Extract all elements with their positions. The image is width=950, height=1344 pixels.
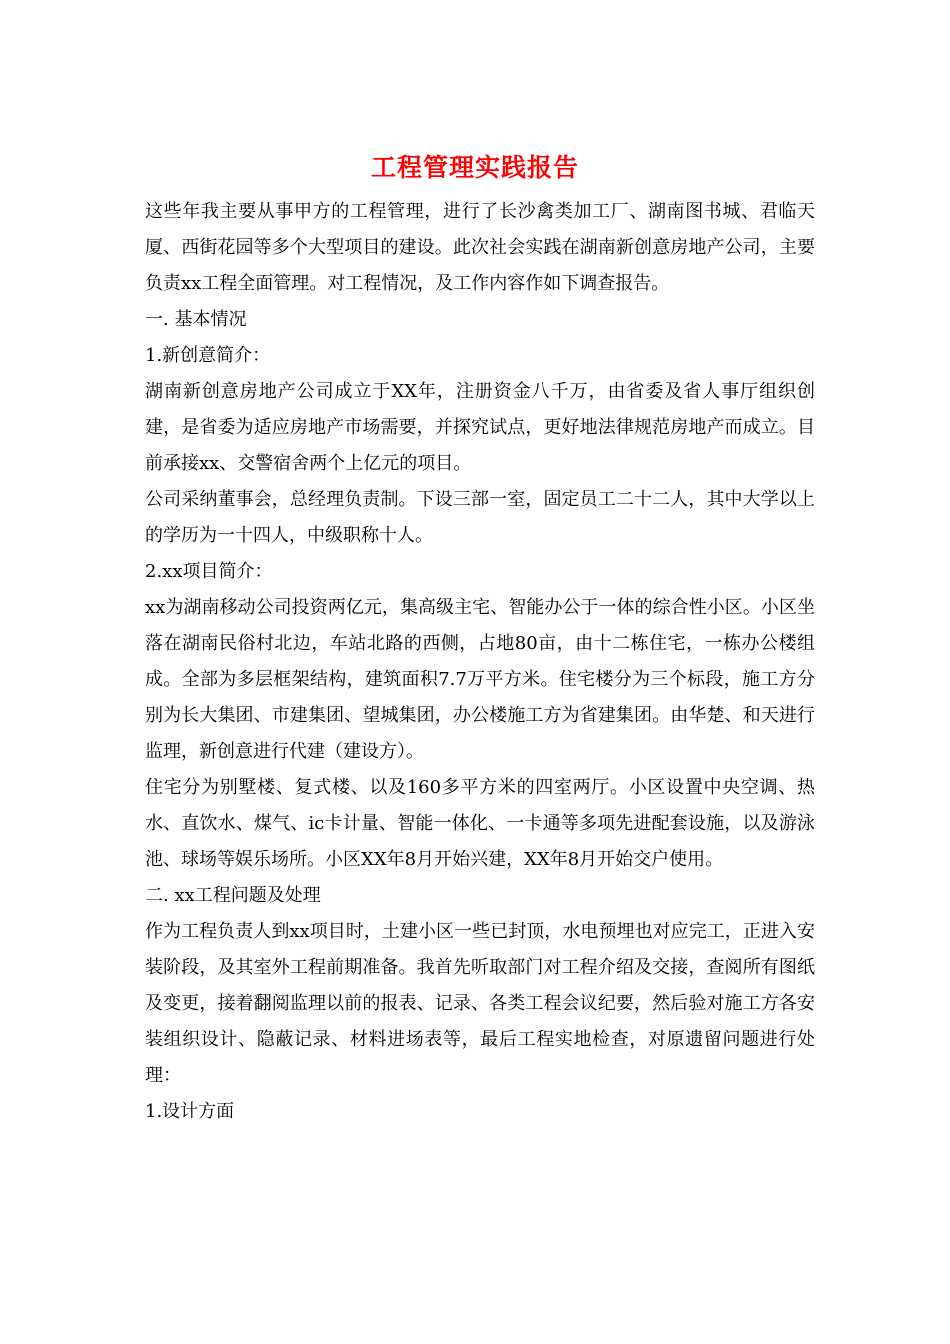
paragraph-company-founding: 湖南新创意房地产公司成立于XX年，注册资金八千万，由省委及省人事厅组织创建，是省委为适应房地产市场需要，并探究试点，更好地法律规范房地产而成立。目前承接xx、交警宿舍两个上亿元的项目。 xyxy=(145,381,815,474)
paragraph-intro: 这些年我主要从事甲方的工程管理，进行了长沙禽类加工厂、湖南图书城、君临天厦、西街花园等多个大型项目的建设。此次社会实践在湖南新创意房地产公司，主要负责xx工程全面管理。对工程情况，及工作内容作如下调查报告。 xyxy=(145,201,815,294)
subheading-project-intro: 2.xx项目简介： xyxy=(145,561,273,582)
document-body xyxy=(145,194,815,1130)
paragraph-issues-handling: 作为工程负责人到xx项目时，土建小区一些已封顶，水电预埋也对应完工，正进入安装阶段，及其室外工程前期准备。我首先听取部门对工程介绍及交接，查阅所有图纸及变更，接着翻阅监理以前的报表、记录、各类工程会议纪要，然后验对施工方各安装组织设计、隐蔽记录、材料进场表等，最后工程实地检查，对原遗留问题进行处理： xyxy=(145,921,815,1086)
section-heading-basic-info: 一. 基本情况 xyxy=(145,309,247,330)
subheading-design: 1.设计方面 xyxy=(145,1101,235,1122)
document-title: 工程管理实践报告 xyxy=(370,153,579,182)
paragraph-project-overview: xx为湖南移动公司投资两亿元，集高级主宅、智能办公于一体的综合性小区。小区坐落在湖南民俗村北边，车站北路的西侧，占地80亩，由十二栋住宅，一栋办公楼组成。全部为多层框架结构，建筑面积7.7万平方米。住宅楼分为三个标段，施工方分别为长大集团、市建集团、望城集团，办公楼施工方为省建集团。由华楚、和天进行监理，新创意进行代建（建设方）。 xyxy=(145,597,815,762)
section-heading-issues: 二. xx工程问题及处理 xyxy=(145,885,321,906)
paragraph-company-structure: 公司采纳董事会，总经理负责制。下设三部一室，固定员工二十二人，其中大学以上的学历为一十四人，中级职称十人。 xyxy=(145,489,815,546)
paragraph-project-facilities: 住宅分为别墅楼、复式楼、以及160多平方米的四室两厅。小区设置中央空调、热水、直饮水、煤气、ic卡计量、智能一体化、一卡通等多项先进配套设施，以及游泳池、球场等娱乐场所。小区XX年8月开始兴建，XX年8月开始交户使用。 xyxy=(145,777,815,870)
subheading-company-intro: 1.新创意简介： xyxy=(145,345,271,366)
